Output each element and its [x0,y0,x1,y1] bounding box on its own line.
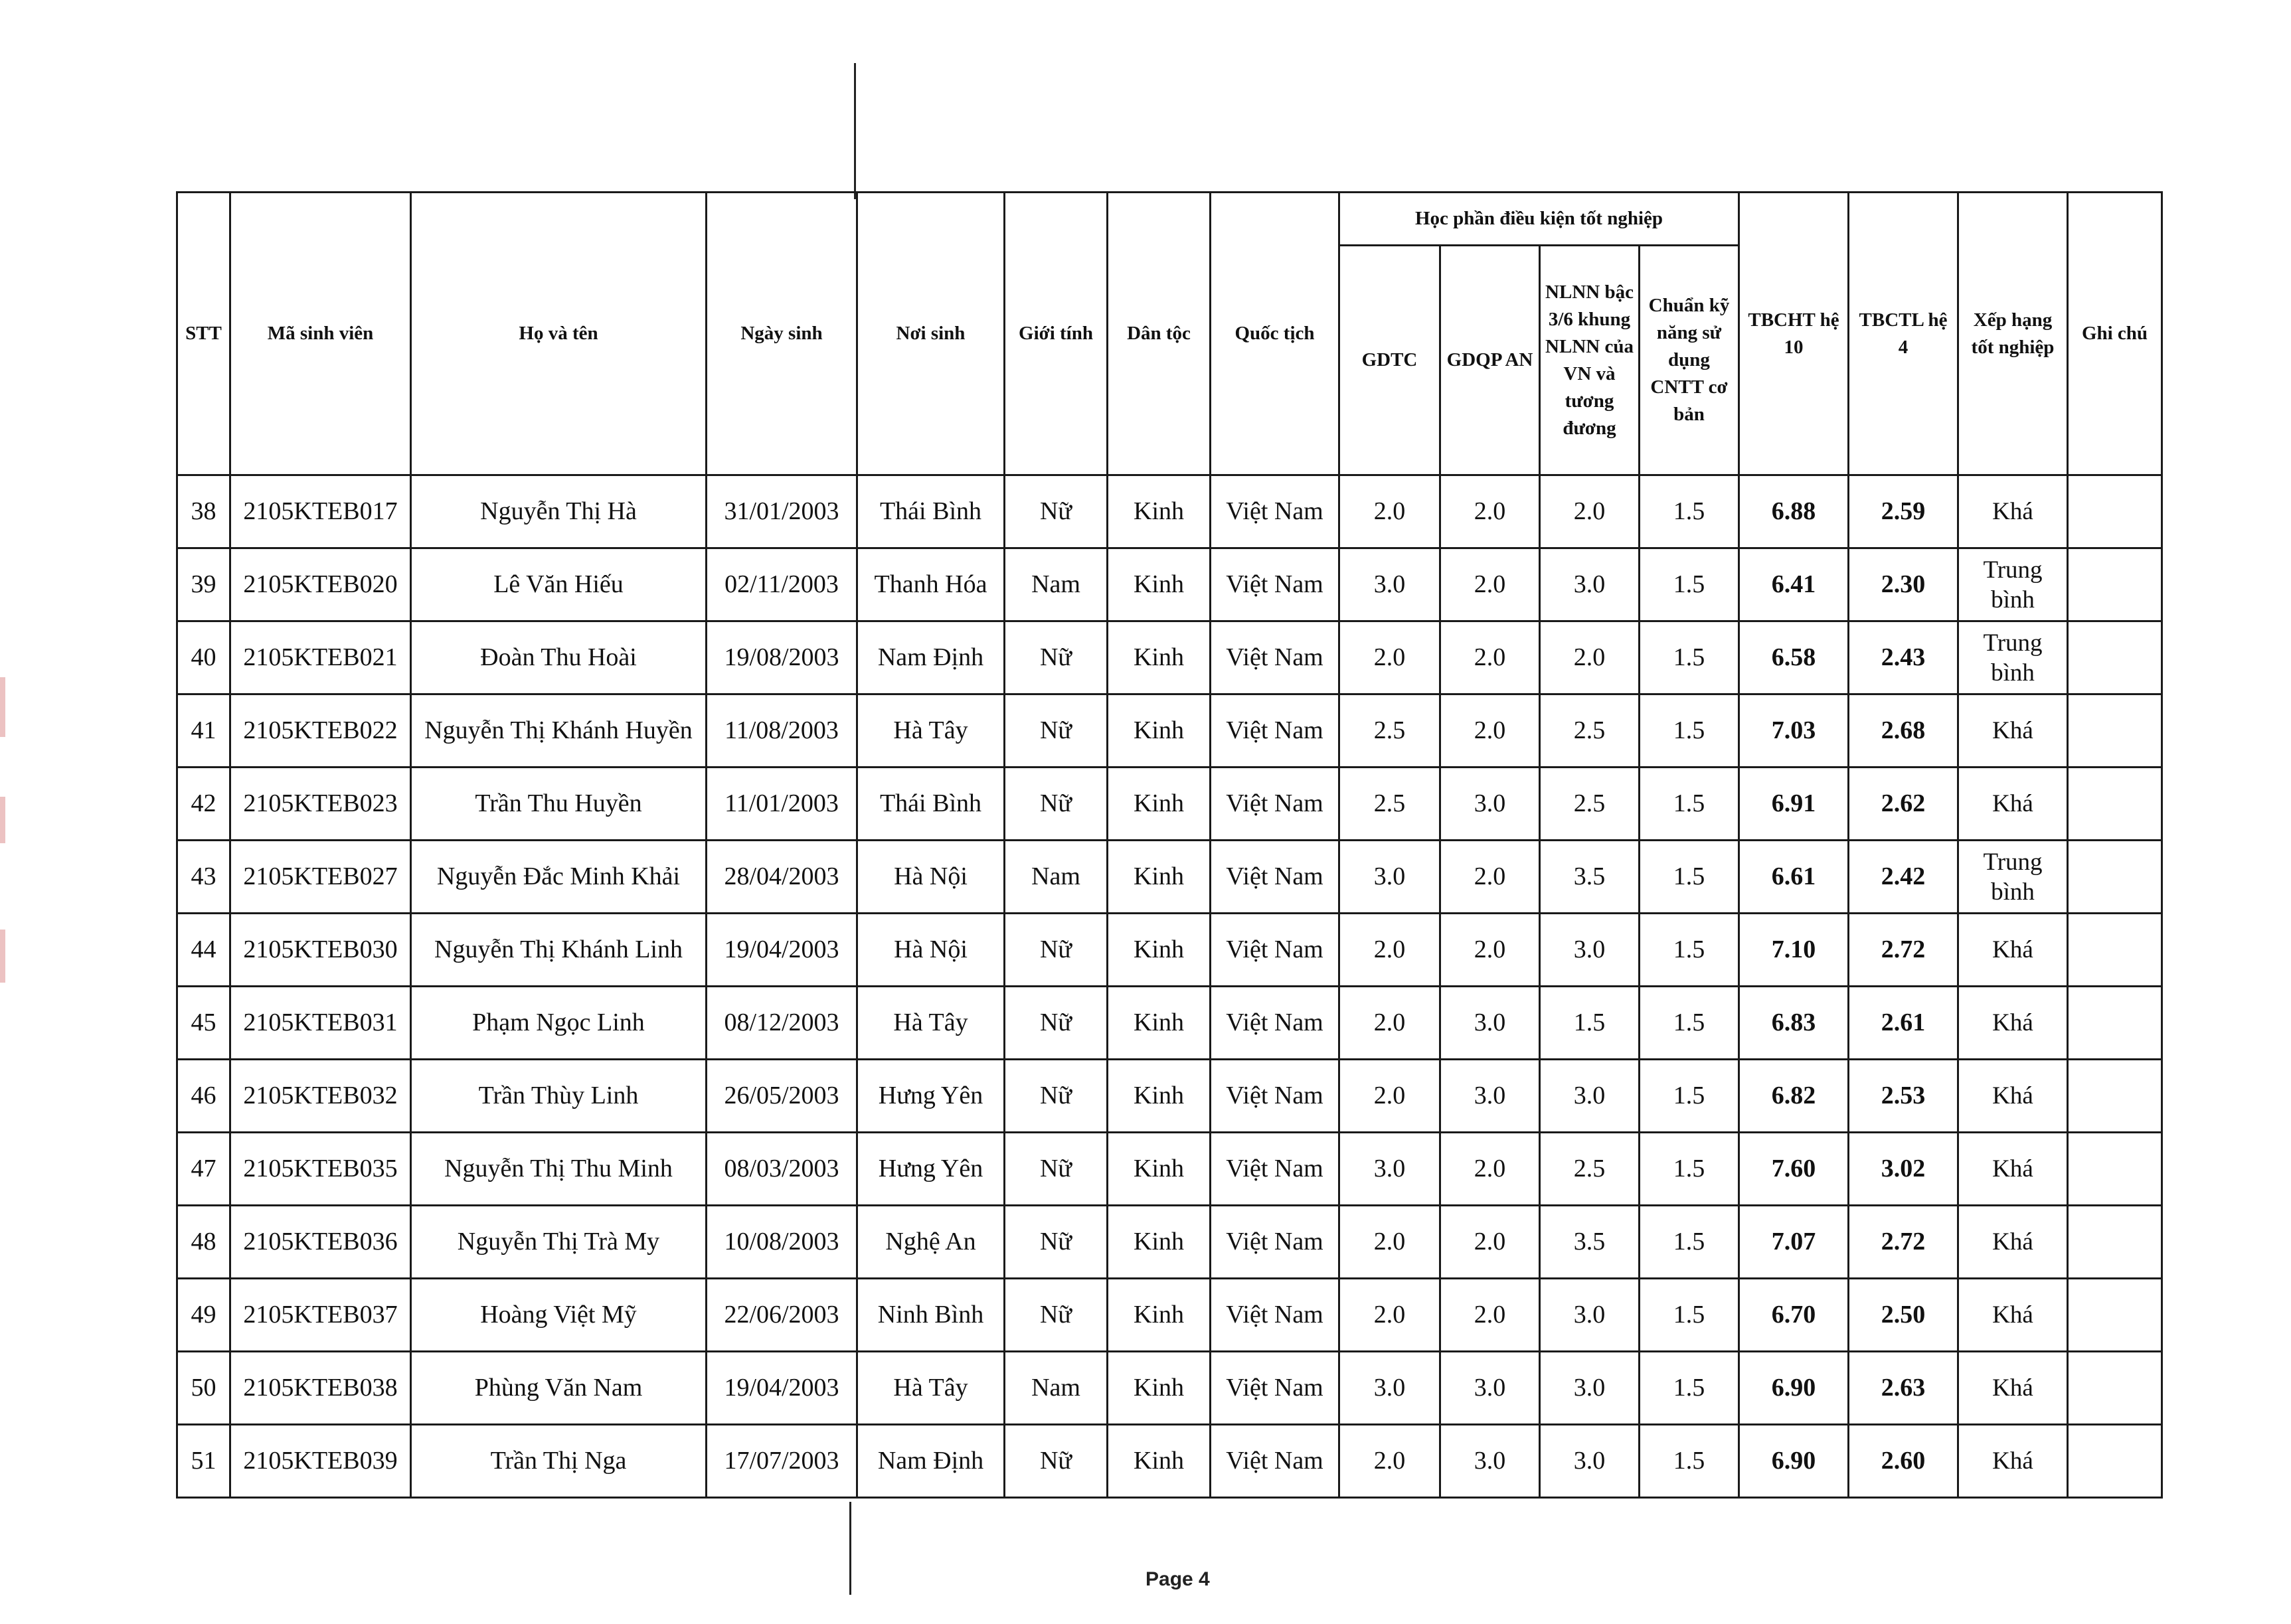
cell-gender: Nữ [1005,1133,1108,1206]
table-row [177,768,2162,841]
cell-tbcht: 6.91 [1739,768,1849,841]
cell-tbctl: 2.30 [1849,548,1958,621]
cell-student-id: 2105KTEB023 [230,768,411,841]
cell-gender: Nữ [1005,621,1108,694]
cell-tbcht: 6.90 [1739,1352,1849,1425]
cell-note [2068,1206,2162,1279]
cell-nlnn: 2.0 [1540,621,1640,694]
scan-mark [0,797,5,843]
cell-dob: 31/01/2003 [707,475,857,548]
cell-dob: 19/04/2003 [707,1352,857,1425]
cell-cntt: 1.5 [1640,1279,1739,1352]
cell-full-name: Trần Thu Huyền [411,768,707,841]
page-number: Page 4 [1146,1568,1210,1590]
cell-stt: 38 [177,475,230,548]
table-row [177,694,2162,768]
cell-gdtc: 2.5 [1339,694,1440,768]
cell-tbcht: 6.61 [1739,841,1849,914]
cell-student-id: 2105KTEB021 [230,621,411,694]
cell-rank: Khá [1958,987,2068,1060]
cell-tbctl: 2.62 [1849,768,1958,841]
header-nlnn: NLNN bậc 3/6 khung NLNN của VN và tương đương [1540,246,1640,475]
cell-rank: Khá [1958,1133,2068,1206]
header-graduation-conditions: Học phần điều kiện tốt nghiệp [1339,193,1739,246]
cell-tbcht: 7.60 [1739,1133,1849,1206]
cell-nlnn: 2.5 [1540,694,1640,768]
cell-ethnicity: Kinh [1108,475,1211,548]
cell-rank: Khá [1958,914,2068,987]
header-stt: STT [177,193,230,475]
cell-gdtc: 3.0 [1339,841,1440,914]
table-row [177,548,2162,621]
cell-note [2068,768,2162,841]
cell-student-id: 2105KTEB037 [230,1279,411,1352]
cell-rank: Khá [1958,1060,2068,1133]
cell-tbcht: 7.10 [1739,914,1849,987]
cell-student-id: 2105KTEB027 [230,841,411,914]
cell-cntt: 1.5 [1640,548,1739,621]
cell-cntt: 1.5 [1640,841,1739,914]
cell-stt: 51 [177,1425,230,1498]
cell-tbcht: 7.07 [1739,1206,1849,1279]
cell-nlnn: 3.0 [1540,1425,1640,1498]
cell-note [2068,694,2162,768]
center-fold-line-top [854,63,856,199]
cell-gdqp: 3.0 [1440,1425,1540,1498]
cell-stt: 40 [177,621,230,694]
header-cntt: Chuẩn kỹ năng sử dụng CNTT cơ bản [1640,246,1739,475]
cell-note [2068,548,2162,621]
cell-nlnn: 3.0 [1540,1352,1640,1425]
cell-gender: Nữ [1005,768,1108,841]
scan-mark [0,930,5,983]
cell-birthplace: Hà Nội [857,841,1005,914]
cell-nlnn: 3.5 [1540,841,1640,914]
table-row [177,1352,2162,1425]
cell-rank: Khá [1958,1279,2068,1352]
cell-rank: Khá [1958,768,2068,841]
cell-note [2068,621,2162,694]
cell-tbcht: 6.82 [1739,1060,1849,1133]
cell-stt: 44 [177,914,230,987]
cell-nationality: Việt Nam [1211,914,1339,987]
cell-cntt: 1.5 [1640,914,1739,987]
cell-tbctl: 2.43 [1849,621,1958,694]
cell-tbctl: 2.42 [1849,841,1958,914]
cell-gdqp: 3.0 [1440,768,1540,841]
header-full-name: Họ và tên [411,193,707,475]
table-header [177,193,2162,475]
cell-gdqp: 2.0 [1440,694,1540,768]
cell-student-id: 2105KTEB030 [230,914,411,987]
cell-rank: Khá [1958,694,2068,768]
cell-student-id: 2105KTEB032 [230,1060,411,1133]
cell-tbctl: 2.72 [1849,1206,1958,1279]
cell-dob: 19/08/2003 [707,621,857,694]
cell-stt: 47 [177,1133,230,1206]
cell-cntt: 1.5 [1640,1133,1739,1206]
cell-gdqp: 2.0 [1440,1279,1540,1352]
cell-gdtc: 2.0 [1339,621,1440,694]
header-gdtc: GDTC [1339,246,1440,475]
cell-birthplace: Ninh Bình [857,1279,1005,1352]
cell-tbctl: 3.02 [1849,1133,1958,1206]
table-row [177,1060,2162,1133]
cell-ethnicity: Kinh [1108,1206,1211,1279]
cell-note [2068,475,2162,548]
cell-note [2068,1060,2162,1133]
cell-note [2068,841,2162,914]
cell-gdtc: 2.0 [1339,987,1440,1060]
header-tbctl: TBCTL hệ 4 [1849,193,1958,475]
graduation-list-sheet [176,191,2163,1499]
scan-mark [0,677,5,737]
cell-cntt: 1.5 [1640,694,1739,768]
cell-dob: 08/12/2003 [707,987,857,1060]
table-row [177,987,2162,1060]
cell-tbctl: 2.68 [1849,694,1958,768]
cell-dob: 11/08/2003 [707,694,857,768]
cell-nlnn: 2.0 [1540,475,1640,548]
cell-gdqp: 2.0 [1440,914,1540,987]
cell-gdqp: 3.0 [1440,1060,1540,1133]
cell-full-name: Trần Thị Nga [411,1425,707,1498]
cell-rank: Trung bình [1958,621,2068,694]
cell-nationality: Việt Nam [1211,1206,1339,1279]
cell-cntt: 1.5 [1640,1060,1739,1133]
cell-gender: Nữ [1005,1425,1108,1498]
cell-ethnicity: Kinh [1108,1279,1211,1352]
cell-ethnicity: Kinh [1108,1060,1211,1133]
cell-tbcht: 7.03 [1739,694,1849,768]
cell-gdqp: 2.0 [1440,841,1540,914]
cell-gdqp: 2.0 [1440,621,1540,694]
cell-gdqp: 3.0 [1440,1352,1540,1425]
cell-cntt: 1.5 [1640,1352,1739,1425]
cell-stt: 45 [177,987,230,1060]
cell-birthplace: Hà Nội [857,914,1005,987]
cell-birthplace: Nam Định [857,1425,1005,1498]
cell-dob: 17/07/2003 [707,1425,857,1498]
cell-cntt: 1.5 [1640,1206,1739,1279]
cell-student-id: 2105KTEB017 [230,475,411,548]
cell-gender: Nữ [1005,1279,1108,1352]
header-birthplace: Nơi sinh [857,193,1005,475]
cell-full-name: Nguyễn Đắc Minh Khải [411,841,707,914]
cell-rank: Khá [1958,1206,2068,1279]
cell-stt: 39 [177,548,230,621]
cell-gender: Nam [1005,1352,1108,1425]
cell-gender: Nam [1005,548,1108,621]
cell-nationality: Việt Nam [1211,1060,1339,1133]
header-ethnicity: Dân tộc [1108,193,1211,475]
cell-nationality: Việt Nam [1211,1133,1339,1206]
cell-tbctl: 2.72 [1849,914,1958,987]
cell-full-name: Nguyễn Thị Hà [411,475,707,548]
cell-tbctl: 2.59 [1849,475,1958,548]
cell-birthplace: Thái Bình [857,768,1005,841]
cell-birthplace: Hà Tây [857,987,1005,1060]
cell-dob: 26/05/2003 [707,1060,857,1133]
cell-stt: 42 [177,768,230,841]
cell-dob: 11/01/2003 [707,768,857,841]
cell-gdtc: 3.0 [1339,548,1440,621]
cell-full-name: Hoàng Việt Mỹ [411,1279,707,1352]
cell-tbcht: 6.90 [1739,1425,1849,1498]
cell-dob: 02/11/2003 [707,548,857,621]
cell-nlnn: 1.5 [1540,987,1640,1060]
table-row [177,1206,2162,1279]
cell-full-name: Phạm Ngọc Linh [411,987,707,1060]
cell-gdqp: 2.0 [1440,475,1540,548]
cell-student-id: 2105KTEB039 [230,1425,411,1498]
table-body [177,475,2162,1498]
cell-ethnicity: Kinh [1108,768,1211,841]
cell-stt: 50 [177,1352,230,1425]
cell-dob: 19/04/2003 [707,914,857,987]
cell-tbctl: 2.50 [1849,1279,1958,1352]
table-row [177,914,2162,987]
cell-birthplace: Nam Định [857,621,1005,694]
cell-cntt: 1.5 [1640,987,1739,1060]
cell-birthplace: Hưng Yên [857,1133,1005,1206]
cell-nlnn: 3.0 [1540,1279,1640,1352]
cell-dob: 28/04/2003 [707,841,857,914]
cell-dob: 08/03/2003 [707,1133,857,1206]
cell-gdtc: 2.0 [1339,1425,1440,1498]
cell-tbcht: 6.41 [1739,548,1849,621]
cell-gdtc: 2.0 [1339,914,1440,987]
cell-dob: 10/08/2003 [707,1206,857,1279]
header-gdqp: GDQP AN [1440,246,1540,475]
cell-cntt: 1.5 [1640,768,1739,841]
header-tbcht: TBCHT hệ 10 [1739,193,1849,475]
table-row [177,1279,2162,1352]
cell-full-name: Nguyễn Thị Thu Minh [411,1133,707,1206]
header-nationality: Quốc tịch [1211,193,1339,475]
cell-gender: Nữ [1005,1206,1108,1279]
cell-student-id: 2105KTEB020 [230,548,411,621]
cell-gender: Nữ [1005,987,1108,1060]
header-gender: Giới tính [1005,193,1108,475]
cell-rank: Trung bình [1958,548,2068,621]
cell-gdtc: 2.5 [1339,768,1440,841]
cell-birthplace: Hà Tây [857,694,1005,768]
cell-ethnicity: Kinh [1108,841,1211,914]
cell-full-name: Nguyễn Thị Khánh Huyền [411,694,707,768]
cell-cntt: 1.5 [1640,475,1739,548]
cell-note [2068,1425,2162,1498]
cell-ethnicity: Kinh [1108,694,1211,768]
cell-nlnn: 3.0 [1540,1060,1640,1133]
cell-birthplace: Nghệ An [857,1206,1005,1279]
cell-gdqp: 2.0 [1440,1133,1540,1206]
cell-note [2068,1279,2162,1352]
cell-gender: Nam [1005,841,1108,914]
cell-ethnicity: Kinh [1108,914,1211,987]
table-row [177,621,2162,694]
cell-ethnicity: Kinh [1108,548,1211,621]
cell-tbcht: 6.58 [1739,621,1849,694]
cell-ethnicity: Kinh [1108,987,1211,1060]
cell-tbcht: 6.70 [1739,1279,1849,1352]
cell-full-name: Phùng Văn Nam [411,1352,707,1425]
cell-gender: Nữ [1005,694,1108,768]
cell-stt: 41 [177,694,230,768]
cell-ethnicity: Kinh [1108,621,1211,694]
cell-gender: Nữ [1005,1060,1108,1133]
cell-birthplace: Thái Bình [857,475,1005,548]
cell-gdtc: 2.0 [1339,475,1440,548]
cell-nlnn: 2.5 [1540,768,1640,841]
cell-birthplace: Hà Tây [857,1352,1005,1425]
cell-note [2068,914,2162,987]
graduation-table [176,191,2163,1499]
cell-nationality: Việt Nam [1211,694,1339,768]
cell-full-name: Nguyễn Thị Khánh Linh [411,914,707,987]
header-note: Ghi chú [2068,193,2162,475]
cell-gdtc: 2.0 [1339,1206,1440,1279]
cell-gender: Nữ [1005,914,1108,987]
cell-birthplace: Thanh Hóa [857,548,1005,621]
cell-gender: Nữ [1005,475,1108,548]
cell-gdtc: 3.0 [1339,1352,1440,1425]
cell-gdtc: 2.0 [1339,1279,1440,1352]
cell-student-id: 2105KTEB031 [230,987,411,1060]
cell-stt: 46 [177,1060,230,1133]
cell-full-name: Lê Văn Hiếu [411,548,707,621]
table-row [177,1133,2162,1206]
cell-note [2068,1133,2162,1206]
header-dob: Ngày sinh [707,193,857,475]
cell-student-id: 2105KTEB038 [230,1352,411,1425]
cell-nlnn: 3.0 [1540,548,1640,621]
cell-gdqp: 2.0 [1440,1206,1540,1279]
cell-student-id: 2105KTEB036 [230,1206,411,1279]
cell-gdqp: 2.0 [1440,548,1540,621]
cell-nlnn: 3.5 [1540,1206,1640,1279]
cell-rank: Khá [1958,1425,2068,1498]
cell-tbctl: 2.61 [1849,987,1958,1060]
cell-tbctl: 2.60 [1849,1425,1958,1498]
cell-gdqp: 3.0 [1440,987,1540,1060]
cell-ethnicity: Kinh [1108,1133,1211,1206]
cell-student-id: 2105KTEB022 [230,694,411,768]
cell-nationality: Việt Nam [1211,621,1339,694]
cell-full-name: Đoàn Thu Hoài [411,621,707,694]
cell-dob: 22/06/2003 [707,1279,857,1352]
table-row [177,1425,2162,1498]
cell-nationality: Việt Nam [1211,1279,1339,1352]
cell-full-name: Nguyễn Thị Trà My [411,1206,707,1279]
center-fold-line-bottom [849,1502,851,1595]
cell-cntt: 1.5 [1640,1425,1739,1498]
cell-birthplace: Hưng Yên [857,1060,1005,1133]
cell-stt: 43 [177,841,230,914]
cell-rank: Khá [1958,1352,2068,1425]
cell-tbcht: 6.88 [1739,475,1849,548]
cell-nationality: Việt Nam [1211,548,1339,621]
cell-full-name: Trần Thùy Linh [411,1060,707,1133]
cell-gdtc: 3.0 [1339,1133,1440,1206]
cell-rank: Trung bình [1958,841,2068,914]
cell-cntt: 1.5 [1640,621,1739,694]
cell-ethnicity: Kinh [1108,1425,1211,1498]
cell-stt: 48 [177,1206,230,1279]
cell-tbctl: 2.53 [1849,1060,1958,1133]
cell-stt: 49 [177,1279,230,1352]
cell-nlnn: 2.5 [1540,1133,1640,1206]
cell-note [2068,987,2162,1060]
cell-nationality: Việt Nam [1211,1425,1339,1498]
cell-nationality: Việt Nam [1211,1352,1339,1425]
header-student-id: Mã sinh viên [230,193,411,475]
cell-rank: Khá [1958,475,2068,548]
table-row [177,475,2162,548]
cell-nationality: Việt Nam [1211,987,1339,1060]
cell-tbcht: 6.83 [1739,987,1849,1060]
cell-nationality: Việt Nam [1211,841,1339,914]
cell-note [2068,1352,2162,1425]
cell-nationality: Việt Nam [1211,768,1339,841]
cell-student-id: 2105KTEB035 [230,1133,411,1206]
cell-tbctl: 2.63 [1849,1352,1958,1425]
header-rank: Xếp hạng tốt nghiệp [1958,193,2068,475]
cell-nationality: Việt Nam [1211,475,1339,548]
cell-gdtc: 2.0 [1339,1060,1440,1133]
cell-nlnn: 3.0 [1540,914,1640,987]
cell-ethnicity: Kinh [1108,1352,1211,1425]
table-row [177,841,2162,914]
